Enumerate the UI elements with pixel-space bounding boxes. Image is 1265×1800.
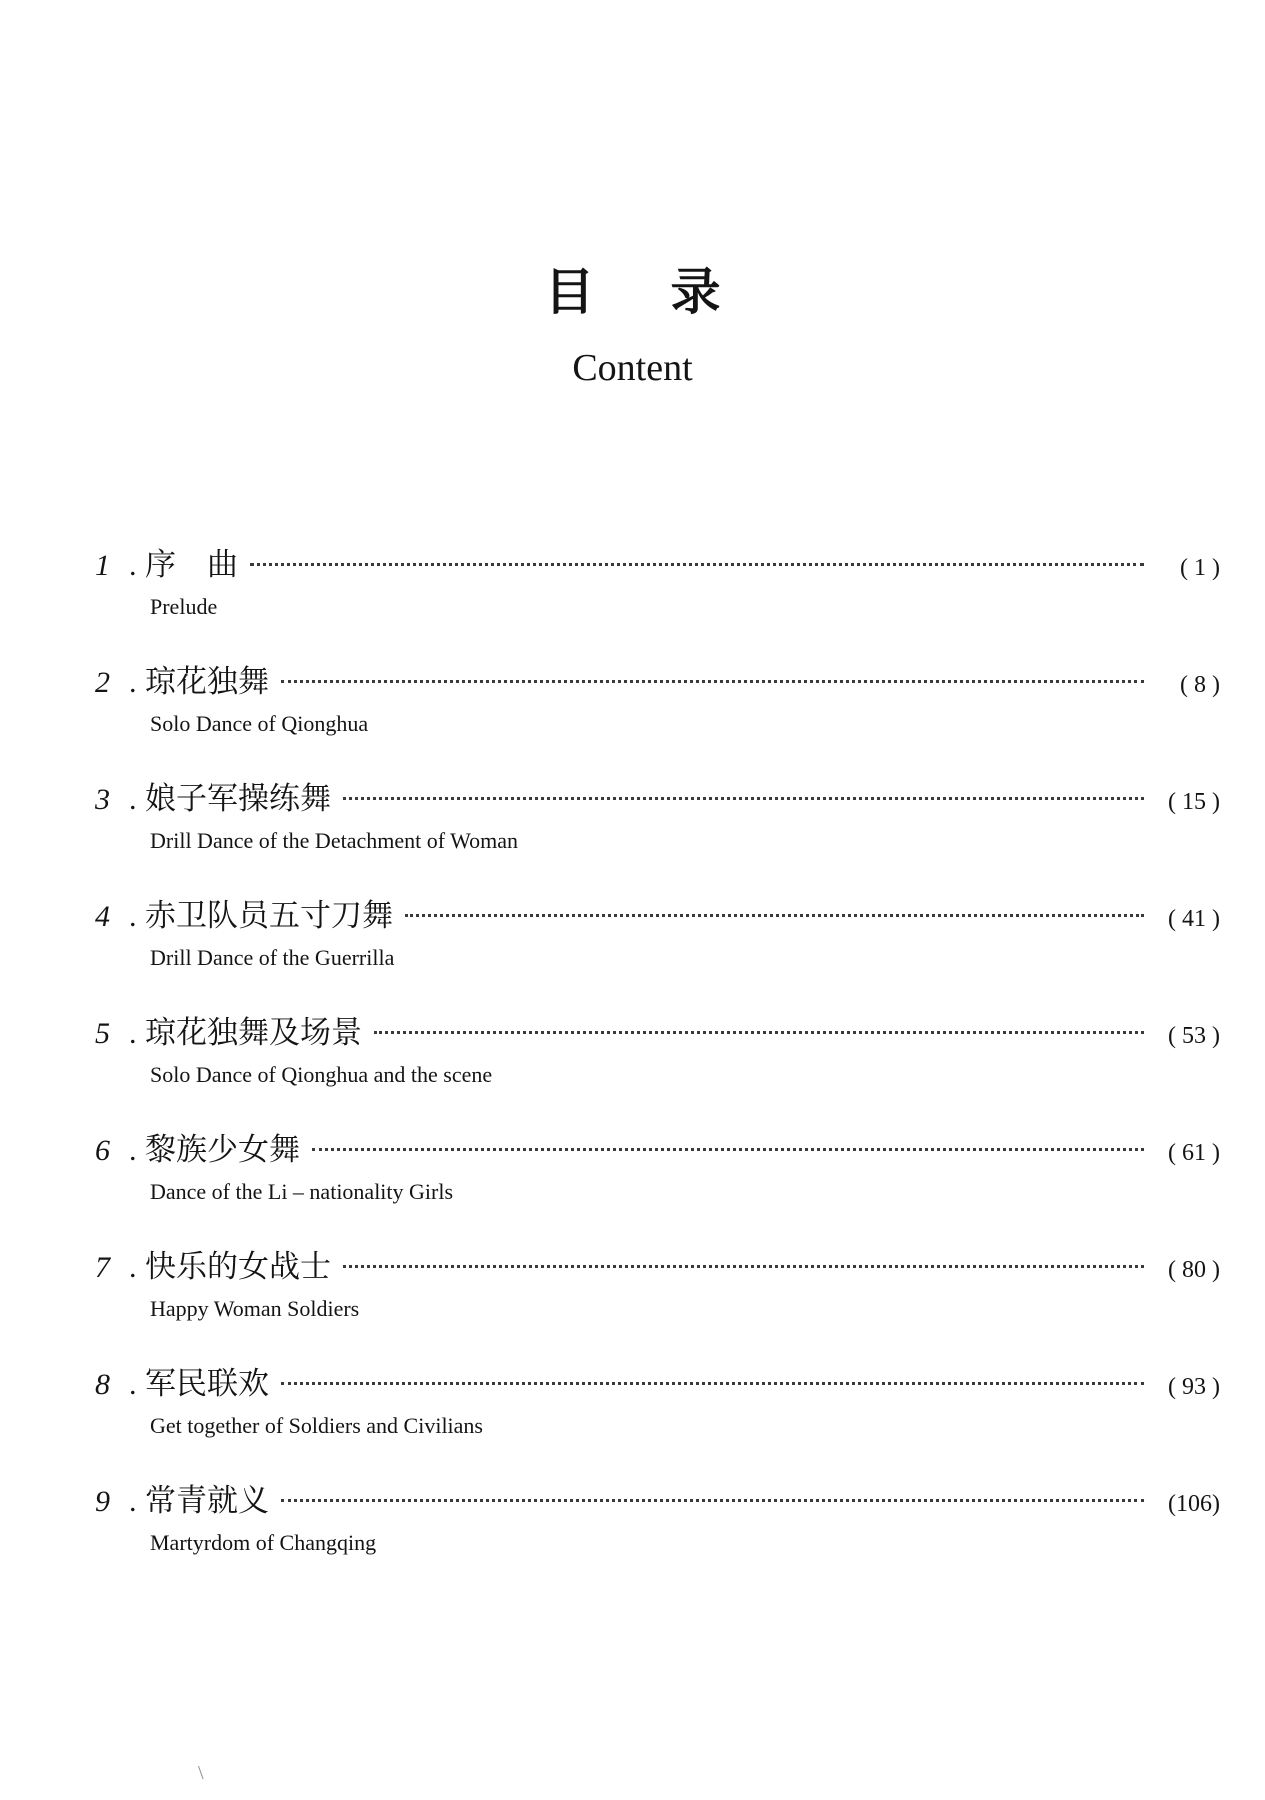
dot-leader <box>281 1499 1144 1502</box>
entry-chinese-title: 娘子军操练舞 <box>145 781 331 817</box>
entry-english-title: Solo Dance of Qionghua <box>150 711 369 736</box>
dot-leader <box>343 797 1144 800</box>
dot-leader <box>405 914 1144 917</box>
toc-entry[interactable] <box>95 891 1220 1008</box>
dot-leader <box>343 1265 1144 1268</box>
toc-entry[interactable] <box>95 1242 1220 1359</box>
entry-chinese-title: 快乐的女战士 <box>145 1249 331 1285</box>
toc-entry[interactable] <box>95 1476 1220 1593</box>
entry-number: 5 <box>95 1017 110 1050</box>
scan-mark: \ <box>198 1762 204 1784</box>
entry-number-separator: . <box>129 1485 137 1518</box>
entry-number: 1 <box>95 549 110 582</box>
entry-chinese-title: 常青就义 <box>145 1483 269 1519</box>
toc-entry-line <box>95 1359 1220 1409</box>
toc-entry-line <box>95 1125 1220 1175</box>
entry-page-number: ( 61 ) <box>1168 1140 1220 1166</box>
toc-entry-line <box>95 1476 1220 1526</box>
toc-entry-line <box>95 1242 1220 1292</box>
dot-leader <box>312 1148 1144 1151</box>
entry-chinese-title: 琼花独舞 <box>145 664 269 700</box>
toc-entry[interactable] <box>95 657 1220 774</box>
entry-english-title: Prelude <box>150 594 218 619</box>
entry-chinese-title: 序 曲 <box>145 547 238 583</box>
entry-page-number: (106) <box>1168 1491 1220 1517</box>
entry-english-title: Drill Dance of the Guerrilla <box>150 945 395 970</box>
dot-leader <box>374 1031 1144 1034</box>
toc-entry[interactable] <box>95 1125 1220 1242</box>
toc-entry-line <box>95 540 1220 590</box>
toc-entry-line <box>95 891 1220 941</box>
entry-page-number: ( 53 ) <box>1168 1023 1220 1049</box>
entry-chinese-title: 赤卫队员五寸刀舞 <box>145 898 393 934</box>
entry-chinese-title: 琼花独舞及场景 <box>145 1015 362 1051</box>
toc-entry[interactable] <box>95 774 1220 891</box>
entry-number-separator: . <box>129 1368 137 1401</box>
entry-english-title: Dance of the Li – nationality Girls <box>150 1179 454 1204</box>
entry-number: 9 <box>95 1485 110 1518</box>
toc-entry-line <box>95 657 1220 707</box>
entry-page-number: ( 15 ) <box>1168 789 1220 815</box>
page-title-english: Content <box>572 347 693 389</box>
entry-number-separator: . <box>129 666 137 699</box>
entry-number: 7 <box>95 1251 110 1284</box>
entry-english-title: Happy Woman Soldiers <box>150 1296 360 1321</box>
entry-number-separator: . <box>129 1251 137 1284</box>
entry-page-number: ( 8 ) <box>1180 672 1220 698</box>
entry-number-separator: . <box>129 549 137 582</box>
entry-chinese-title: 黎族少女舞 <box>145 1132 300 1168</box>
entry-number: 8 <box>95 1368 110 1401</box>
entry-number-separator: . <box>129 1134 137 1167</box>
entry-number: 2 <box>95 666 110 699</box>
toc-entry-line <box>95 1008 1220 1058</box>
entry-number: 6 <box>95 1134 110 1167</box>
entry-english-title: Get together of Soldiers and Civilians <box>150 1413 483 1438</box>
entry-english-title: Solo Dance of Qionghua and the scene <box>150 1062 493 1087</box>
dot-leader <box>281 680 1144 683</box>
toc-entry[interactable] <box>95 1359 1220 1476</box>
page-title-chinese: 目录 <box>544 263 797 321</box>
entry-english-title: Drill Dance of the Detachment of Woman <box>150 828 519 853</box>
toc-entry-line <box>95 774 1220 824</box>
dot-leader <box>250 563 1144 566</box>
entry-number-separator: . <box>129 1017 137 1050</box>
toc-entry[interactable] <box>95 1008 1220 1125</box>
entry-page-number: ( 93 ) <box>1168 1374 1220 1400</box>
table-of-contents <box>95 540 1220 1593</box>
entry-number-separator: . <box>129 783 137 816</box>
entry-page-number: ( 1 ) <box>1180 555 1220 581</box>
entry-page-number: ( 80 ) <box>1168 1257 1220 1283</box>
entry-number-separator: . <box>129 900 137 933</box>
entry-chinese-title: 军民联欢 <box>145 1366 269 1402</box>
entry-page-number: ( 41 ) <box>1168 906 1220 932</box>
entry-english-title: Martyrdom of Changqing <box>150 1530 377 1555</box>
toc-entry[interactable] <box>95 540 1220 657</box>
dot-leader <box>281 1382 1144 1385</box>
entry-number: 4 <box>95 900 110 933</box>
entry-number: 3 <box>95 783 110 816</box>
